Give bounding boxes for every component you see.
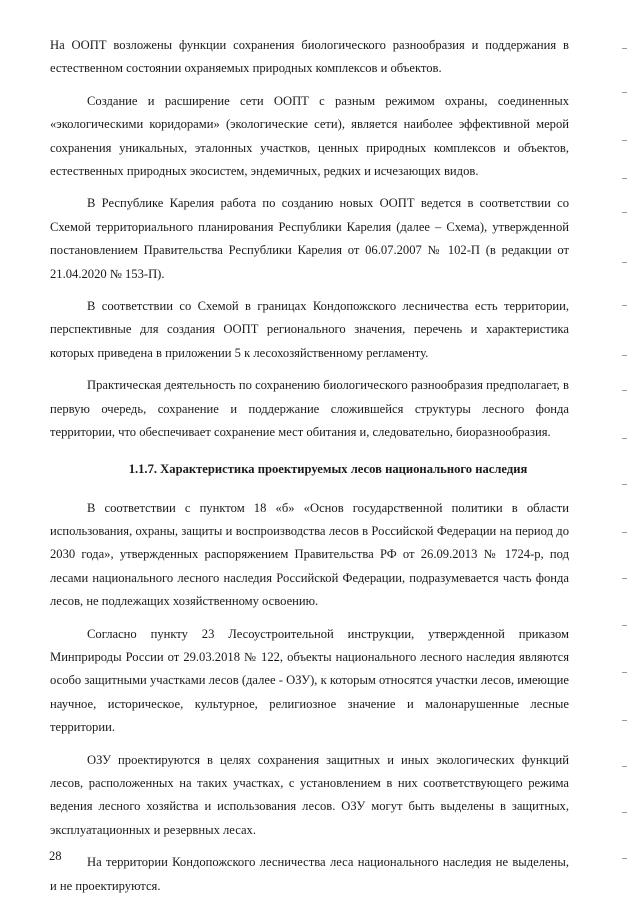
scan-edge-mark: [622, 178, 627, 179]
paragraph-kondopoga-conclusion: На территории Кондопожского лесничества леса национального наследия не выделены, и не проектируются.: [50, 855, 569, 893]
scan-edge-mark: [622, 484, 627, 485]
scan-edge-marks: [622, 0, 630, 905]
scan-edge-mark: [622, 262, 627, 263]
scan-edge-mark: [622, 390, 627, 391]
paragraph-karelia-scheme: В Республике Карелия работа по созданию новых ООПТ ведется в соответствии со Схемой территориального планирования Республики Карелия (далее – Схема), утвержденной постановлением Правительства Республики Карелия от 06.07.2007 № 102-П (в редакции от 21.04.2020 № 153-П).: [50, 196, 569, 281]
paragraph-ecological-network: Создание и расширение сети ООПТ с разным режимом охраны, соединенных «экологическими коридорами» (экологические сети), является наиболее эффективной мерой сохранения уникальных, эталонных участков, ценных природных комплексов и объектов, естественных природных экосистем, эндемичных, редких и исчезающих видов.: [50, 93, 569, 179]
scan-edge-mark: [622, 766, 627, 767]
paragraph-biodiversity-practice: Практическая деятельность по сохранению биологического разнообразия предполагает, в первую очередь, сохранение и поддержание сложившейся структуры лесного фонда территории, что обеспечивает сохранение мест обитания и, следовательно, биоразнообразия.: [50, 378, 569, 440]
scan-edge-mark: [622, 305, 627, 306]
paragraph-forest-instruction: Согласно пункту 23 Лесоустроительной инструкции, утвержденной приказом Минприроды России от 29.03.2018 № 122, объекты национального лесного наследия являются особо защитными участками лесов (далее - ОЗУ), к которым относятся участки лесов, имеющие научное, историческое, культурное, религиозное значение и малонарушенные лесные территории.: [50, 626, 569, 735]
scan-edge-mark: [622, 212, 627, 213]
scan-edge-mark: [622, 578, 627, 579]
scan-edge-mark: [622, 858, 627, 859]
paragraph-oopt-functions: На ООПТ возложены функции сохранения биологического разнообразия и поддержания в естественном состоянии охраняемых природных комплексов и объектов.: [50, 38, 569, 76]
section-heading: 1.1.7. Характеристика проектируемых лесов национального наследия: [128, 461, 528, 476]
document-page: [50, 34, 569, 907]
scan-edge-mark: [622, 92, 627, 93]
scan-edge-mark: [622, 438, 627, 439]
scan-edge-mark: [622, 625, 627, 626]
scan-edge-mark: [622, 812, 627, 813]
scan-edge-mark: [622, 532, 627, 533]
paragraph-kondopoga-territories: В соответствии со Схемой в границах Кондопожского лесничества есть территории, перспективные для создания ООПТ регионального значения, перечень и характеристика которых приведена в приложении 5 к лесохозяйственному регламенту.: [50, 299, 569, 360]
paragraph-ozu-design: ОЗУ проектируются в целях сохранения защитных и иных экологических функций лесов, расположенных на таких участках, с установлением в них соответствующего режима ведения лесного хозяйства и использования лесов. ОЗУ могут быть выделены в защитных, эксплуатационных и резервных лесах.: [50, 752, 569, 837]
page-number: 28: [49, 849, 62, 863]
scan-edge-mark: [622, 355, 627, 356]
paragraph-state-policy: В соответствии с пунктом 18 «б» «Основ государственной политики в области использования, охраны, защиты и воспроизводства лесов в Российской Федерации на период до 2030 года», утвержденных распоряжением Правительства РФ от 26.09.2013 № 1724-р, под лесами национального лесного наследия Российской Федерации, подразумевается часть фонда лесов, не подлежащих хозяйственному освоению.: [50, 500, 569, 609]
scan-edge-mark: [622, 140, 627, 141]
scan-edge-mark: [622, 48, 627, 49]
scan-edge-mark: [622, 672, 627, 673]
scan-edge-mark: [622, 720, 627, 721]
